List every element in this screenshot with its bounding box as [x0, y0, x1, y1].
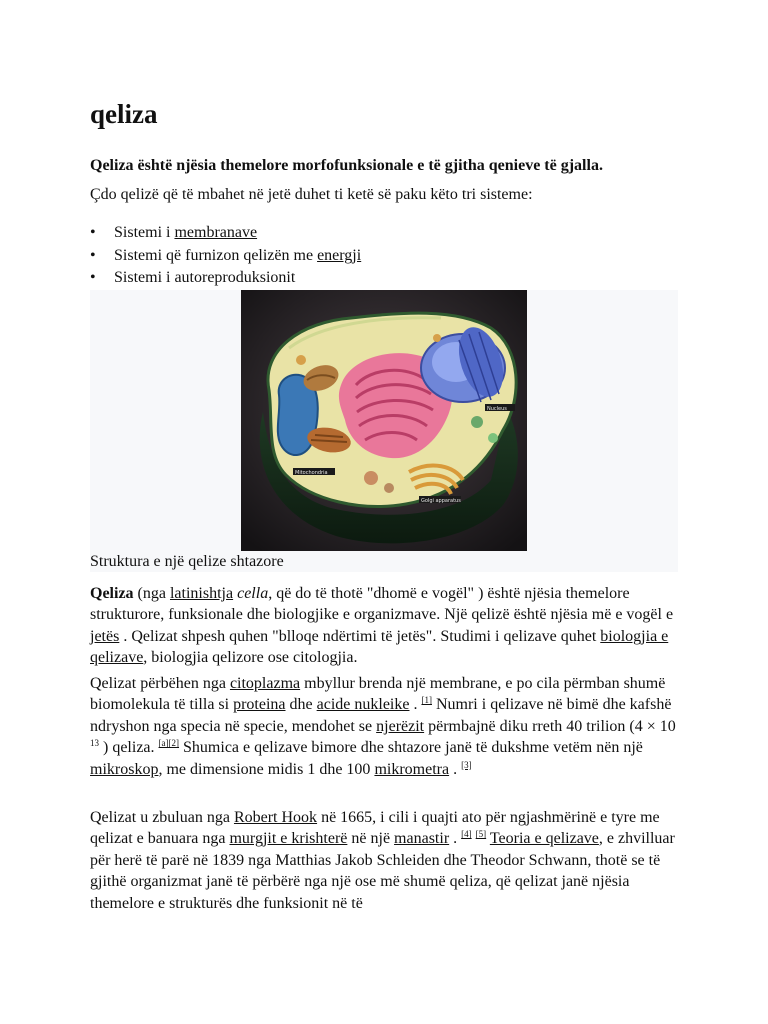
link-mikrometra[interactable]: mikrometra — [374, 760, 450, 778]
list-item: • Sistemi që furnizon qelizën me energji — [90, 245, 361, 268]
paragraph-2: Qelizat përbëhen nga citoplazma mbyllur brenda një membrane, e po cila përmban shumë biomolekula të tilla si proteina dhe acide nukleike . [1] Numri i qelizave në bimë dhe kafshë ndryshon nga specia në specie, mendohet se njerëzit përmbajnë diku rreth 40 trilion (4 × 10 $^{13}$ ) qeliza. [a][2] Shumica e qelizave bimore dhe shtazore janë të dukshme vetëm nën një mikroskop, me dimensione midis 1 dhe 100 mikrometra . [3] — [90, 675, 676, 778]
label-nucleus: Nucleus — [487, 406, 507, 412]
exponent: 13 — [90, 738, 99, 749]
label-mitochondria: Mitochondria — [295, 470, 328, 476]
link-jetes[interactable]: jetës — [90, 627, 120, 645]
list-item: • Sistemi i membranave — [90, 222, 361, 245]
link-teoria-e-qelizave[interactable]: Teoria e qelizave — [489, 830, 599, 848]
link-biologjia-e-qelizave[interactable]: biologjia e qelizave — [90, 627, 669, 667]
link-energji[interactable]: energji — [317, 246, 362, 264]
figure — [90, 290, 678, 572]
intro-sentence: Çdo qelizë që të mbahet në jetë duhet ti ketë së paku këto tri sisteme: — [90, 186, 533, 203]
paragraph-3: Qelizat u zbuluan nga Robert Hook në 1665, i cili i quajti ato për ngjashmërinë e tyre me qelizat e banuara nga murgjit e krishterë në një manastir . [4] [5] Teoria e qelizave, e zhvilluar për herë të parë në 1839 nga Matthias Jakob Schleiden dhe Theodor Schwann, thotë se të gjithë organizmat janë të përbërë nga një ose më shumë qeliza, që qelizat janë njësia themelore e strukturës dhe funksionit në të — [90, 809, 675, 912]
link-membranave[interactable]: membranave — [174, 224, 258, 241]
cell-illustration — [241, 290, 527, 551]
link-acide-nukleike[interactable]: acide nukleike — [316, 696, 410, 714]
link-robert-hook[interactable]: Robert Hook — [233, 809, 318, 826]
page-title: qeliza — [90, 99, 158, 129]
citation-a[interactable]: [a] — [158, 738, 169, 749]
lead-sentence: Qeliza është njësia themelore morfofunksionale e të gjitha qenieve të gjalla. — [90, 157, 603, 174]
link-proteina[interactable]: proteina — [233, 696, 286, 714]
link-njerezit[interactable]: njerëzit — [376, 717, 425, 735]
citation-4[interactable]: [4] — [461, 829, 472, 840]
citation-2[interactable]: [2] — [168, 738, 180, 749]
link-citoplazma[interactable]: citoplazma — [229, 675, 301, 692]
list-item: • Sistemi i autoreproduksionit — [90, 267, 361, 290]
citation-5[interactable]: [5] — [475, 829, 487, 840]
link-murgjit-e-krishtere[interactable]: murgjit e krishterë — [229, 830, 348, 848]
systems-list — [90, 222, 361, 290]
link-latinishtja[interactable]: latinishtja — [169, 585, 234, 602]
figure-caption: Struktura e një qelize shtazore — [90, 553, 284, 570]
term-qeliza: Qeliza — [90, 585, 134, 602]
label-golgi: Golgi apparatus — [421, 498, 461, 504]
citation-3[interactable]: [3] — [461, 759, 472, 770]
link-manastir[interactable]: manastir — [394, 830, 450, 848]
link-mikroskop[interactable]: mikroskop — [90, 760, 159, 778]
animal-cell-model-image[interactable] — [241, 290, 527, 551]
citation-1[interactable]: [1] — [421, 695, 432, 706]
paragraph-1: Qeliza (nga latinishtja cella, që do të thotë "dhomë e vogël" ) është njësia themelore strukturore, funksionale dhe biologjike e organizmave. Një qelizë është njësia më e vogël e jetës . Qelizat shpesh quhen "blloqe ndërtimi të jetës". Studimi i qelizave quhet biologjia e qelizave, biologjia qelizore ose citologjia. — [90, 585, 674, 667]
